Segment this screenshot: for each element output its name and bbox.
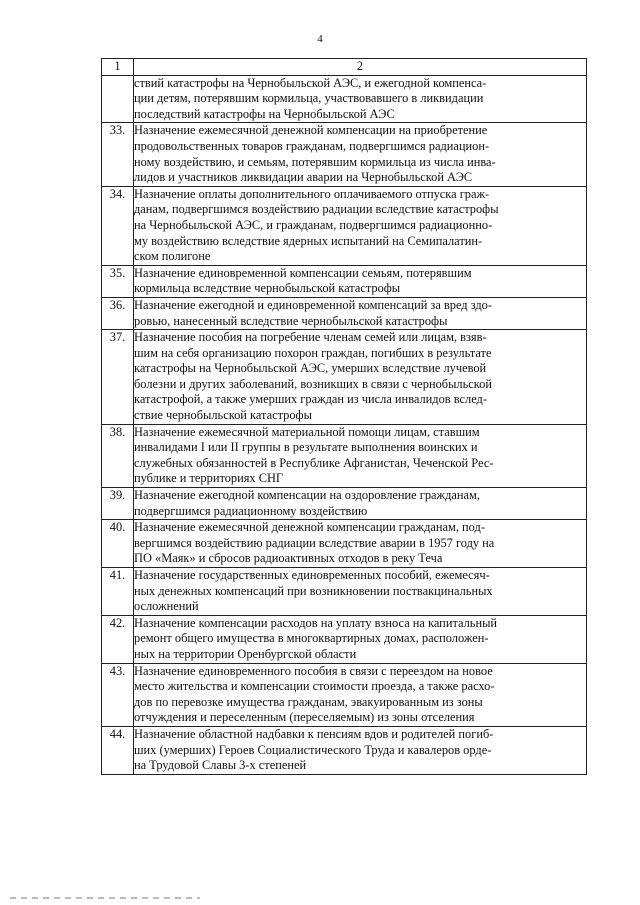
row-description: [134, 123, 587, 186]
description-line: Назначение ежемесячной материальной помощи лицам, ставшим: [134, 424, 480, 439]
description-line: Назначение областной надбавки к пенсиям вдов и родителей погиб-: [134, 726, 494, 741]
description-line: шим на себя организацию похорон граждан, погибших в результате: [134, 345, 492, 360]
row-number: 40.: [102, 520, 134, 568]
row-description: [134, 488, 587, 520]
table-row: [102, 663, 587, 726]
row-description: [134, 663, 587, 726]
description-line: ных денежных компенсаций при возникновении поствакцинальных: [134, 583, 493, 598]
description-line: место жительства и компенсации стоимости проезда, а также расхо-: [134, 679, 495, 694]
description-line: Назначение ежегодной и единовременной компенсаций за вред здо-: [134, 297, 492, 312]
description-line: ровью, нанесенный вследствие чернобыльской катастрофы: [134, 313, 448, 328]
row-description: [134, 520, 587, 568]
description-line: на Трудовой Славы 3-х степеней: [134, 758, 307, 773]
row-number: 44.: [102, 726, 134, 774]
row-description: [134, 424, 587, 487]
table-row: [102, 186, 587, 265]
description-line: му воздействию вследствие ядерных испытаний на Семипалатин-: [134, 233, 483, 248]
description-line: ремонт общего имущества в многоквартирных домах, расположен-: [134, 631, 489, 646]
column-header-number: 1: [102, 59, 134, 76]
description-line: вергшимся воздействию радиации вследствие аварии в 1957 году на: [134, 535, 495, 550]
table-row: [102, 123, 587, 186]
row-number: 38.: [102, 424, 134, 487]
row-description: [134, 615, 587, 663]
description-line: катастрофы на Чернобыльской АЭС, умерших вследствие лучевой: [134, 361, 487, 376]
row-number: 35.: [102, 265, 134, 297]
description-line: Назначение оплаты дополнительного оплачиваемого отпуска граж-: [134, 186, 490, 201]
row-description: [134, 330, 587, 425]
description-line: ных на территории Оренбургской области: [134, 646, 357, 661]
row-description: [134, 186, 587, 265]
description-line: кормильца вследствие чернобыльской катастрофы: [134, 281, 401, 296]
row-description: [134, 568, 587, 616]
description-line: Назначение единовременной компенсации семьям, потерявшим: [134, 265, 472, 280]
page-number: 4: [317, 33, 323, 45]
description-line: ших (умерших) Героев Социалистического Труда и кавалеров орде-: [134, 742, 492, 757]
row-description: [134, 265, 587, 297]
table-row: [102, 615, 587, 663]
description-line: на Чернобыльской АЭС, и гражданам, подвергшимся радиационно-: [134, 217, 493, 232]
table-row: [102, 726, 587, 774]
row-description: [134, 297, 587, 329]
table-row: [102, 520, 587, 568]
description-line: ствий катастрофы на Чернобыльской АЭС, и ежегодной компенса-: [134, 75, 487, 90]
description-line: ции детям, потерявшим кормильца, участвовавшего в ликвидации: [134, 91, 484, 106]
description-line: болезни и других заболеваний, возникших в связи с чернобыльской: [134, 376, 492, 391]
description-line: Назначение ежемесячной денежной компенсации на приобретение: [134, 123, 488, 138]
row-number: 33.: [102, 123, 134, 186]
table-row: [102, 488, 587, 520]
row-description: [134, 75, 587, 123]
table-row: [102, 75, 587, 123]
table-header-row: [102, 59, 587, 76]
row-description: [134, 726, 587, 774]
row-number: 34.: [102, 186, 134, 265]
description-line: Назначение единовременного пособия в связи с переездом на новое: [134, 663, 493, 678]
column-header-description: 2: [134, 59, 587, 76]
table-row: [102, 424, 587, 487]
description-line: ствие чернобыльской катастрофы: [134, 408, 312, 423]
description-line: продовольственных товаров гражданам, подвергшимся радиацион-: [134, 138, 490, 153]
description-line: Назначение компенсации расходов на уплату взноса на капитальный: [134, 615, 498, 630]
description-line: Назначение государственных единовременных пособий, ежемесяч-: [134, 568, 490, 582]
row-number: 41.: [102, 568, 134, 616]
row-number: 42.: [102, 615, 134, 663]
description-line: ному воздействию, и семьям, потерявшим кормильца из числа инва-: [134, 154, 496, 169]
description-line: публике и территориях СНГ: [134, 471, 284, 486]
description-line: катастрофой, а также умерших граждан из числа инвалидов вслед-: [134, 392, 487, 407]
description-line: отчуждения и переселенным (переселяемым) из зоны отселения: [134, 710, 475, 725]
row-number: [102, 75, 134, 123]
row-number: 37.: [102, 330, 134, 425]
table-row: [102, 568, 587, 616]
description-line: ском полигоне: [134, 249, 211, 264]
row-number: 43.: [102, 663, 134, 726]
description-line: инвалидами I или II группы в результате выполнения воинских и: [134, 440, 478, 455]
table-row: [102, 330, 587, 425]
description-line: ПО «Маяк» и сбросов радиоактивных отходов в реку Теча: [134, 551, 443, 566]
description-line: осложнений: [134, 599, 199, 614]
description-line: дов по перевозке имущества гражданам, эвакуированным из зоны: [134, 694, 483, 709]
table-row: [102, 297, 587, 329]
description-line: последствий катастрофы на Чернобыльской АЭС: [134, 106, 395, 121]
description-line: Назначение пособия на погребение членам семей или лицам, взяв-: [134, 330, 487, 345]
scan-artifact-line: [10, 897, 200, 899]
description-line: подвергшимся радиационному воздействию: [134, 503, 368, 518]
row-number: 39.: [102, 488, 134, 520]
description-line: служебных обязанностей в Республике Афганистан, Чеченской Рес-: [134, 455, 494, 470]
row-number: 36.: [102, 297, 134, 329]
description-line: Назначение ежемесячной денежной компенсации гражданам, под-: [134, 520, 485, 535]
description-line: Назначение ежегодной компенсации на оздоровление гражданам,: [134, 488, 480, 503]
services-table: [101, 58, 587, 775]
description-line: данам, подвергшимся воздействию радиации вследствие катастрофы: [134, 202, 499, 217]
table-row: [102, 265, 587, 297]
description-line: лидов и участников ликвидации аварии на Чернобыльской АЭС: [134, 170, 473, 185]
